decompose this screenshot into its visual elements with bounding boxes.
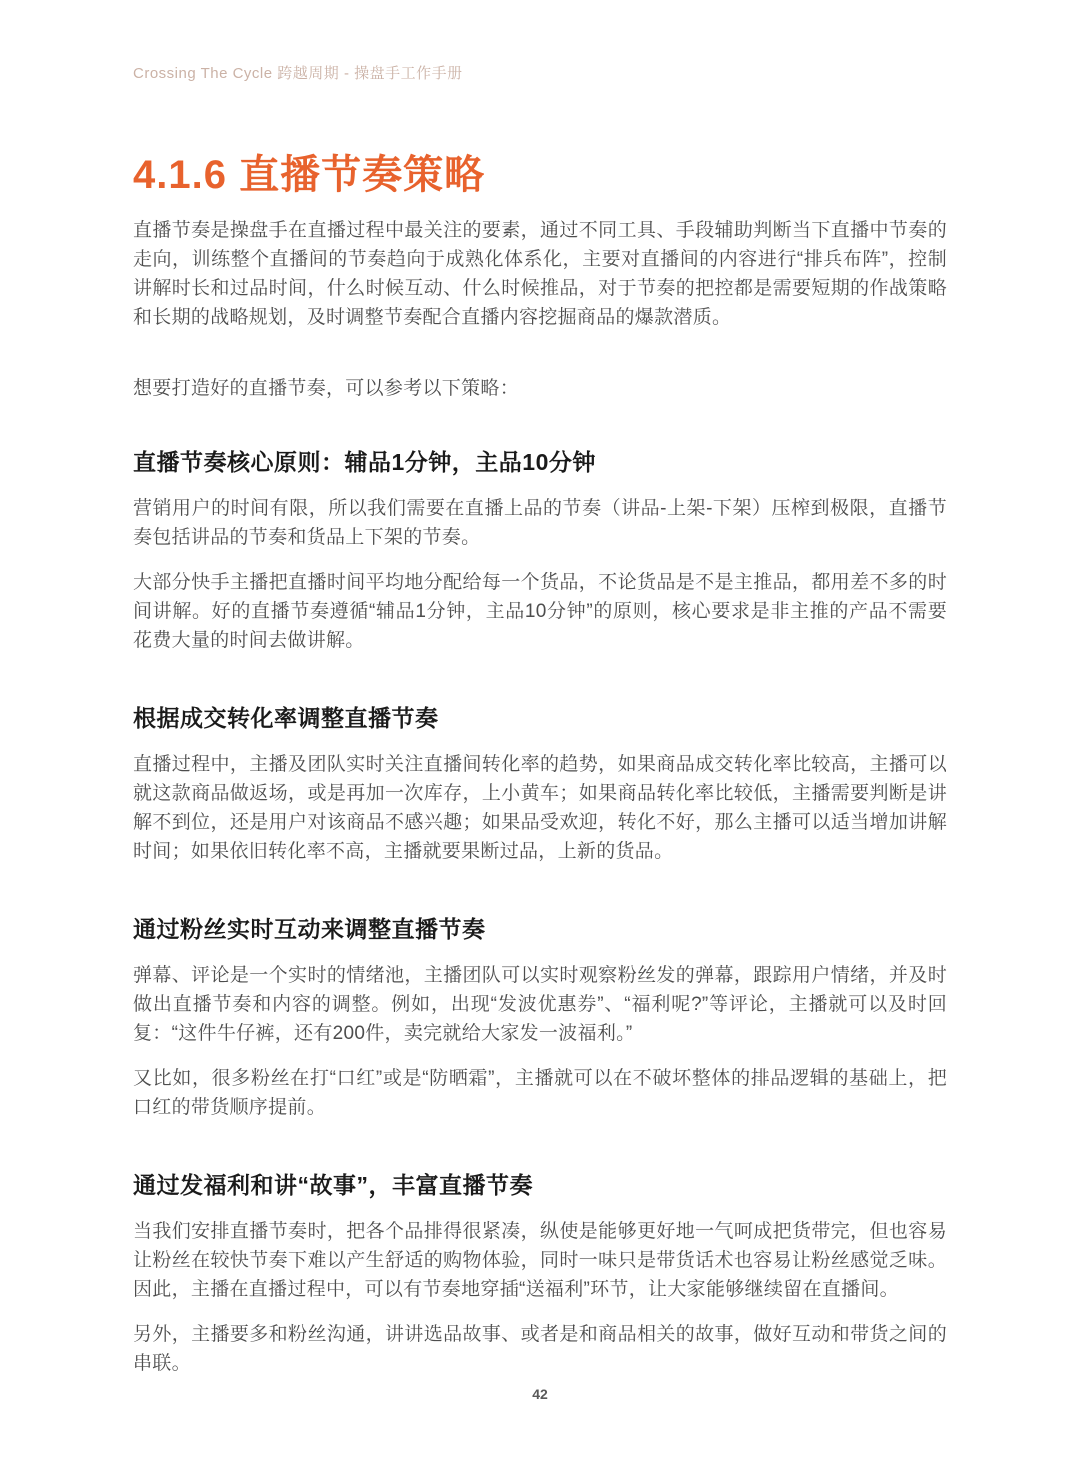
section2-paragraph-1: 直播过程中，主播及团队实时关注直播间转化率的趋势，如果商品成交转化率比较高，主播可以就这款商品做返场，或是再加一次库存，上小黄车；如果商品转化率比较低，主播需要判断是讲解不到位，还是用户对该商品不感兴趣；如果品受欢迎，转化不好，那么主播可以适当增加讲解时间；如果依旧转化率不高，主播就要果断过品，上新的货品。: [133, 754, 947, 862]
section4-paragraph-2: 另外，主播要多和粉丝沟通，讲讲选品故事、或者是和商品相关的故事，做好互动和带货之间的串联。: [133, 1324, 947, 1374]
intro-paragraph: 直播节奏是操盘手在直播过程中最关注的要素，通过不同工具、手段辅助判断当下直播中节奏的走向，训练整个直播间的节奏趋向于成熟化体系化，主要对直播间的内容进行“排兵布阵”，控制讲解时长和过品时间，什么时候互动、什么时候推品，对于节奏的把控都是需要短期的作战策略和长期的战略规划，及时调整节奏配合直播内容挖掘商品的爆款潜质。: [133, 220, 947, 328]
section1-paragraph-2: 大部分快手主播把直播时间平均地分配给每一个货品，不论货品是不是主推品，都用差不多的时间讲解。好的直播节奏遵循“辅品1分钟，主品10分钟”的原则，核心要求是非主推的产品不需要花费大量的时间去做讲解。: [133, 572, 947, 651]
section1-paragraph-1: 营销用户的时间有限，所以我们需要在直播上品的节奏（讲品-上架-下架）压榨到极限，直播节奏包括讲品的节奏和货品上下架的节奏。: [133, 498, 947, 548]
section-heading-benefits-stories: 通过发福利和讲“故事”，丰富直播节奏: [133, 1172, 533, 1198]
intro-strategy-note: 想要打造好的直播节奏，可以参考以下策略：: [133, 378, 520, 399]
page-number: 42: [532, 1386, 548, 1402]
section3-paragraph-1: 弹幕、评论是一个实时的情绪池，主播团队可以实时观察粉丝发的弹幕，跟踪用户情绪，并及时做出直播节奏和内容的调整。例如，出现“发波优惠券”、“福利呢?”等评论，主播就可以及时回复：“这件牛仔裤，还有200件，卖完就给大家发一波福利。”: [133, 965, 947, 1044]
section3-paragraph-2: 又比如，很多粉丝在打“口红”或是“防晒霜”，主播就可以在不破坏整体的排品逻辑的基础上，把口红的带货顺序提前。: [133, 1068, 947, 1118]
section-heading-conversion-rate: 根据成交转化率调整直播节奏: [133, 705, 439, 731]
section-heading-core-principle: 直播节奏核心原则：辅品1分钟，主品10分钟: [133, 449, 596, 475]
section4-paragraph-1: 当我们安排直播节奏时，把各个品排得很紧凑，纵使是能够更好地一气呵成把货带完，但也容易让粉丝在较快节奏下难以产生舒适的购物体验，同时一味只是带货话术也容易让粉丝感觉乏味。因此，主播在直播过程中，可以有节奏地穿插“送福利”环节，让大家能够继续留在直播间。: [133, 1221, 947, 1300]
document-header: Crossing The Cycle 跨越周期 - 操盘手工作手册: [133, 65, 463, 82]
section-heading-fan-interaction: 通过粉丝实时互动来调整直播节奏: [133, 916, 486, 942]
page-title: 4.1.6 直播节奏策略: [133, 153, 486, 197]
page-content: [133, 0, 947, 1378]
